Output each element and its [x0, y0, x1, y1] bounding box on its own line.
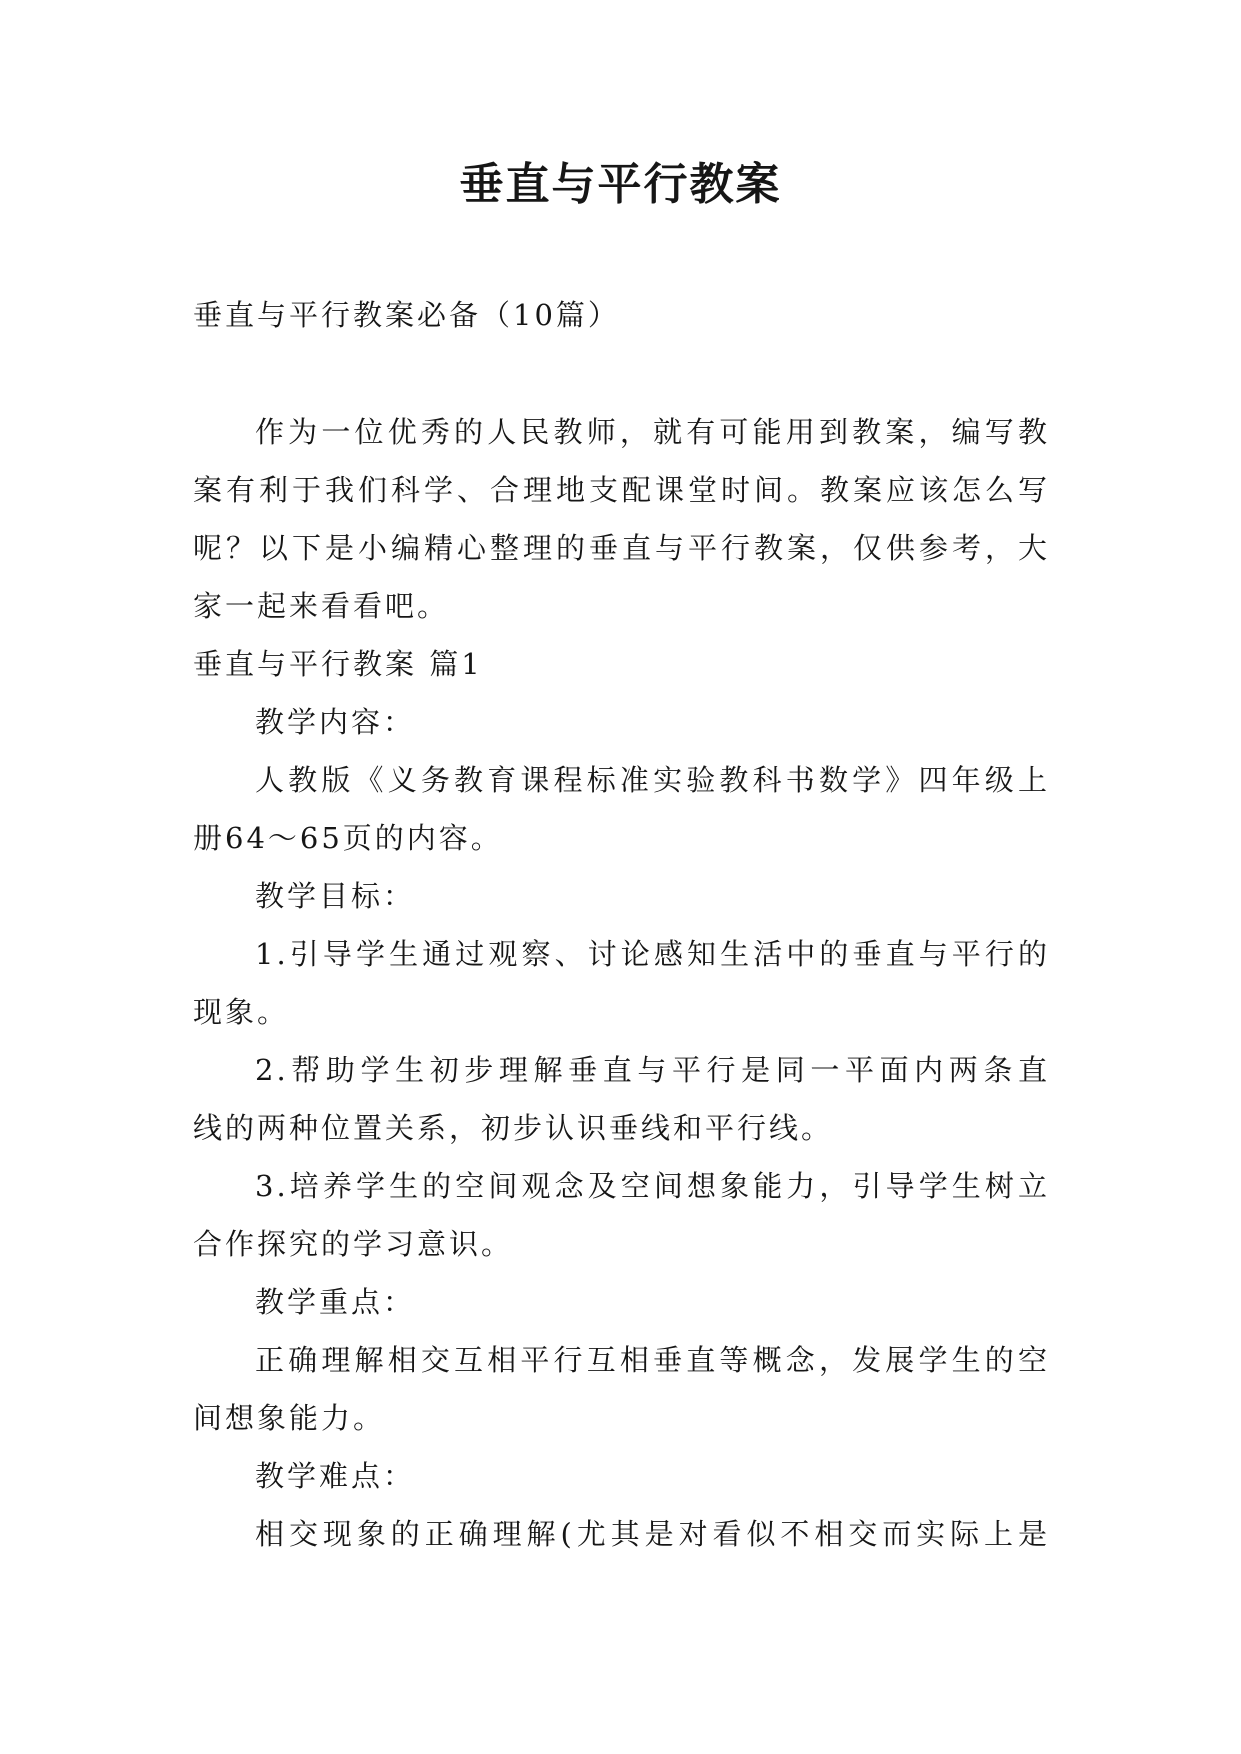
body-line: 3.培养学生的空间观念及空间想象能力，引导学生树立 [255, 1169, 1050, 1203]
body-line: 人教版《义务教育课程标准实验教科书数学》四年级上 [255, 763, 1050, 797]
section-heading: 垂直与平行教案 篇1 [193, 647, 483, 681]
body-line: 间想象能力。 [193, 1401, 386, 1435]
body-line: 1.引导学生通过观察、讨论感知生活中的垂直与平行的 [255, 937, 1050, 971]
document-body [193, 403, 1050, 1563]
body-line: 册64～65页的内容。 [193, 821, 503, 855]
body-heading-goals: 教学目标： [255, 879, 416, 913]
body-line: 线的两种位置关系，初步认识垂线和平行线。 [193, 1111, 834, 1145]
body-line: 合作探究的学习意识。 [193, 1227, 514, 1261]
body-line: 现象。 [193, 995, 290, 1029]
document-subtitle: 垂直与平行教案必备（10篇） [193, 298, 620, 332]
body-heading-difficulties: 教学难点： [255, 1459, 416, 1493]
intro-line: 家一起来看看吧。 [193, 589, 450, 623]
body-heading-key-points: 教学重点： [255, 1285, 416, 1319]
intro-line: 作为一位优秀的人民教师，就有可能用到教案，编写教 [255, 415, 1050, 449]
body-line: 2.帮助学生初步理解垂直与平行是同一平面内两条直 [255, 1053, 1050, 1087]
body-line: 相交现象的正确理解(尤其是对看似不相交而实际上是 [255, 1517, 1050, 1551]
intro-line: 呢？以下是小编精心整理的垂直与平行教案，仅供参考，大 [193, 531, 1050, 565]
body-line: 正确理解相交互相平行互相垂直等概念，发展学生的空 [255, 1343, 1050, 1377]
document-title: 垂直与平行教案 [459, 159, 782, 210]
intro-line: 案有利于我们科学、合理地支配课堂时间。教案应该怎么写 [193, 473, 1050, 507]
body-heading-content: 教学内容： [255, 705, 416, 739]
